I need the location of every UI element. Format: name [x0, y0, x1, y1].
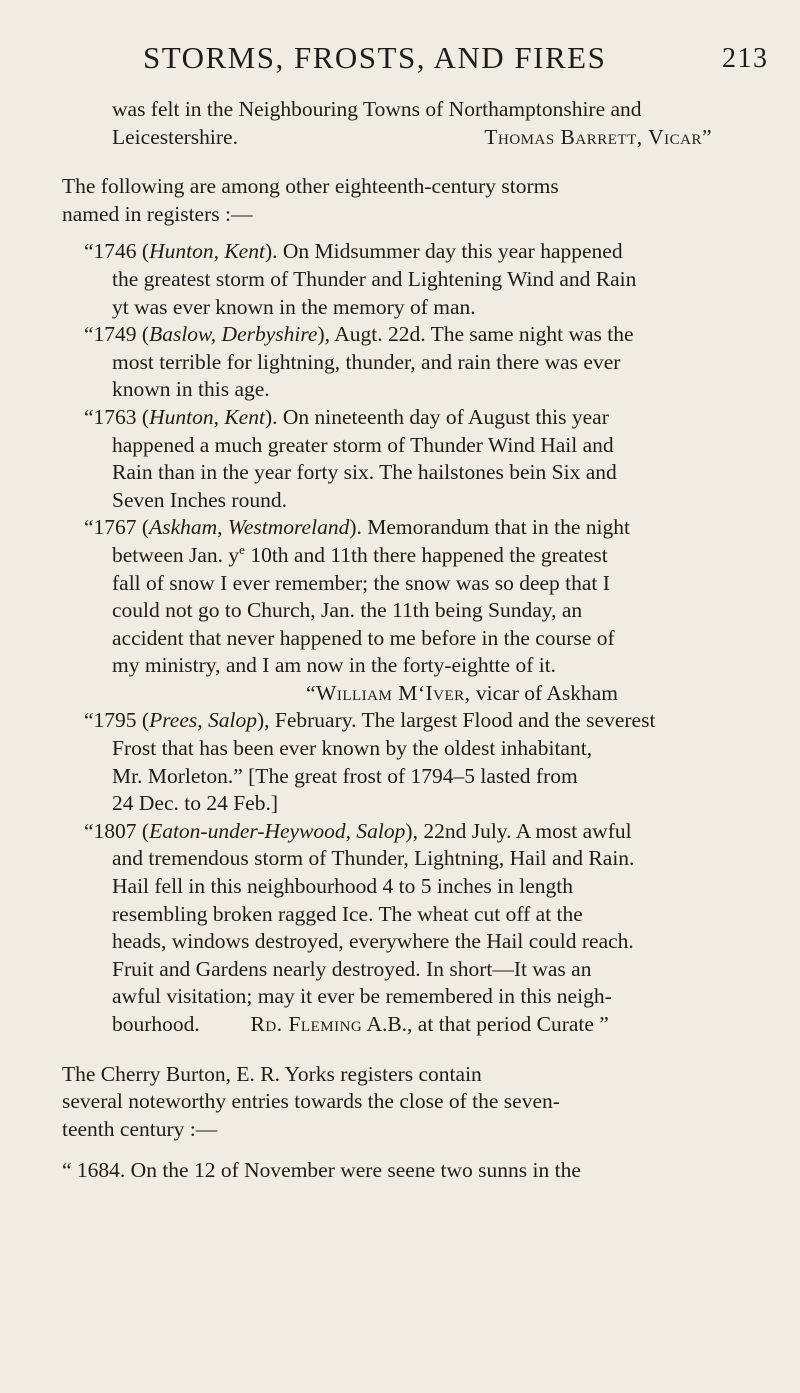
text-line: Hail fell in this neighbourhood 4 to 5 inches in length [112, 874, 573, 899]
signature-name: “William M‘Iver, [306, 680, 471, 705]
entry-year: “1767 ( [84, 515, 150, 540]
text-line: was felt in the Neighbouring Towns of Northamptonshire and [112, 97, 642, 121]
text-line: awful visitation; may it ever be remembered in this neigh- [112, 984, 612, 1009]
entry-1684 [62, 1157, 712, 1185]
signature-fleming: Rd. Fleming [250, 1012, 363, 1036]
text-line: Seven Inches round. [112, 487, 287, 512]
text-fragment: ). On nineteenth day of August this year [264, 404, 609, 429]
spacer [62, 1039, 712, 1061]
text-line: fall of snow I ever remember; the snow was so deep that I [112, 570, 610, 595]
text-line: several noteworthy entries towards the close of the seven- [62, 1089, 560, 1114]
signature-barrett: Thomas Barrett, Vicar” [484, 124, 712, 149]
text-fragment: ), 22nd July. A most awful [405, 818, 632, 843]
text-fragment: ), Augt. 22d. The same night was the [317, 322, 634, 347]
signature-mciver [62, 680, 712, 708]
text-fragment: bourhood. [112, 1012, 200, 1036]
text-line: named in registers :— [62, 201, 253, 226]
text-line: The Cherry Burton, E. R. Yorks registers contain [62, 1061, 482, 1086]
text-line [112, 124, 712, 152]
entry-1807 [62, 818, 712, 1039]
spacer [62, 151, 712, 173]
text-fragment: A.B., at that period Curate ” [362, 1012, 609, 1036]
barrett-quote [62, 96, 712, 151]
text-line [62, 238, 712, 266]
text-line: Frost that has been ever known by the oldest inhabitant, [112, 736, 593, 761]
text-line: most terrible for lightning, thunder, and rain there was ever [112, 349, 621, 374]
entry-place: Hunton, Kent [149, 239, 265, 264]
text-fragment: ). Memorandum that in the night [349, 515, 630, 540]
text-line: Mr. Morleton.” [The great frost of 1794–5 lasted from [112, 763, 578, 788]
text-line: teenth century :— [62, 1116, 218, 1141]
intro-paragraph [62, 173, 712, 228]
entry-1767 [62, 514, 712, 707]
text-fragment: The following are among other eighteenth-century storms [62, 174, 559, 199]
entry-1763 [62, 404, 712, 514]
text-line [62, 404, 712, 432]
text-line: 24 Dec. to 24 Feb.] [112, 791, 278, 816]
text-fragment: between Jan. y [112, 542, 240, 567]
entry-place: Baslow, Derbyshire [149, 322, 318, 347]
text-line [62, 818, 712, 846]
entry-1795 [62, 707, 712, 817]
entry-1746 [62, 238, 712, 321]
page-body [62, 96, 712, 1185]
text-line: Fruit and Gardens nearly destroyed. In short—It was an [112, 956, 592, 981]
text-line [62, 542, 712, 570]
spacer [62, 228, 712, 238]
text-line: “ 1684. On the 12 of November were seene two sunns in the [62, 1158, 581, 1183]
entry-place: Eaton-under-Heywood, Salop [149, 818, 406, 843]
entry-year: “1749 ( [84, 322, 150, 347]
text-fragment: Leicestershire. [112, 124, 238, 149]
text-line: heads, windows destroyed, everywhere the Hail could reach. [112, 929, 634, 954]
entry-year: “1795 ( [84, 708, 150, 733]
text-line: yt was ever known in the memory of man. [112, 294, 476, 319]
superscript: e [239, 541, 245, 557]
text-line: the greatest storm of Thunder and Lightening Wind and Rain [112, 266, 637, 291]
entry-1749 [62, 321, 712, 404]
text-fragment: ). On Midsummer day this year happened [264, 239, 623, 264]
entry-place: Hunton, Kent [149, 404, 265, 429]
text-line: my ministry, and I am now in the forty-eightte of it. [112, 653, 557, 678]
text-fragment: ), February. The largest Flood and the severest [256, 708, 656, 733]
text-line [62, 1011, 712, 1039]
entry-year: “1807 ( [84, 818, 150, 843]
text-line [62, 173, 712, 201]
text-line: happened a much greater storm of Thunder Wind Hail and [112, 432, 614, 457]
text-line: and tremendous storm of Thunder, Lightning, Hail and Rain. [112, 846, 635, 871]
cherry-burton-paragraph [62, 1061, 712, 1144]
text-line: Rain than in the year forty six. The hailstones bein Six and [112, 460, 617, 485]
text-line: resembling broken ragged Ice. The wheat cut off at the [112, 901, 583, 926]
running-title: STORMS, FROSTS, AND FIRES [143, 40, 607, 75]
entry-year: “1746 ( [84, 239, 150, 264]
entry-place: Askham, Westmoreland [149, 515, 350, 540]
page-number: 213 [722, 43, 769, 74]
text-line: known in this age. [112, 377, 270, 402]
entry-place: Prees, Salop [149, 708, 257, 733]
spacer [62, 1143, 712, 1157]
text-line [62, 321, 712, 349]
text-line: accident that never happened to me before in the course of [112, 625, 615, 650]
entry-year: “1763 ( [84, 404, 150, 429]
text-line [62, 707, 712, 735]
text-fragment: vicar of Askham [470, 680, 618, 705]
text-line [62, 514, 712, 542]
text-fragment: 10th and 11th there happened the greatest [244, 542, 608, 567]
text-line: could not go to Church, Jan. the 11th being Sunday, an [112, 598, 583, 623]
